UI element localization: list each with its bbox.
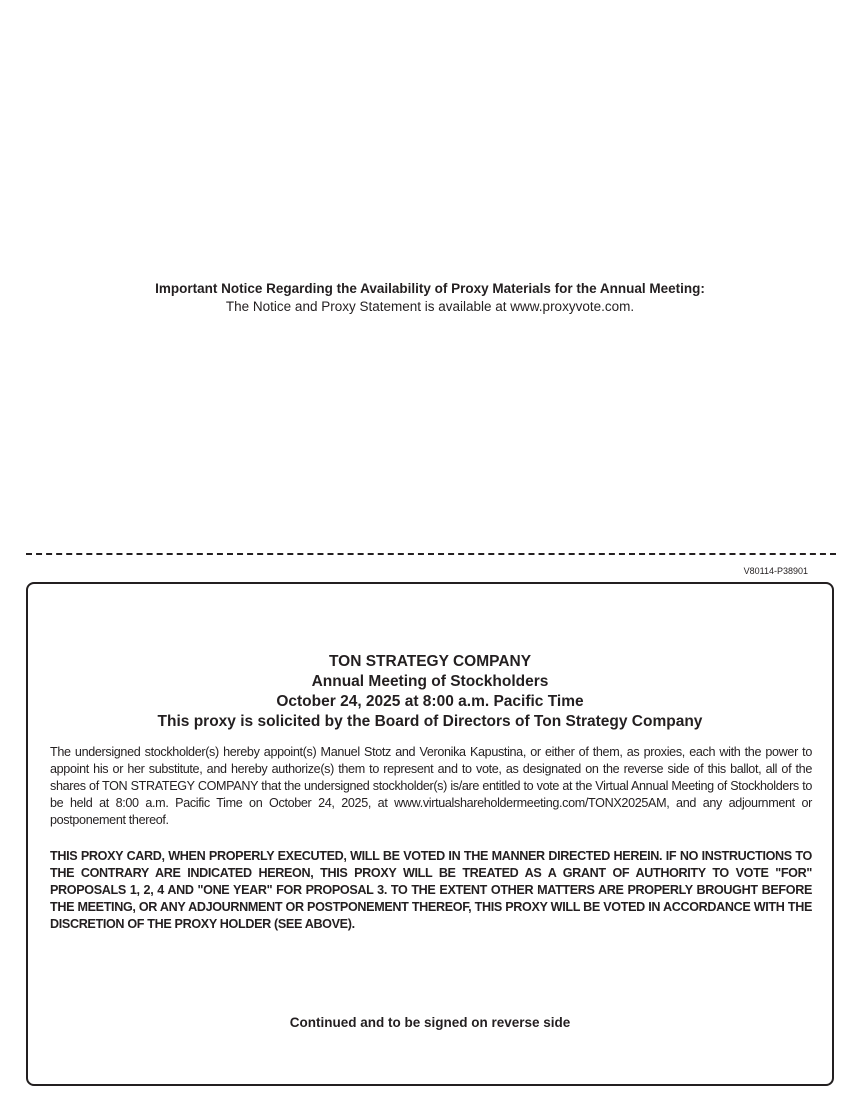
- proxy-card-header: [28, 652, 832, 732]
- company-name: TON STRATEGY COMPANY: [328, 653, 532, 670]
- solicitation-statement: This proxy is solicited by the Board of Directors of Ton Strategy Company: [157, 713, 703, 730]
- proxy-card: [26, 582, 834, 1086]
- proxy-appointment-text: The undersigned stockholder(s) hereby appoint(s) Manuel Stotz and Veronika Kapustina, or either of them, as proxies, each with the power to appoint his or her substitute, and hereby authorize(s) them to represent and to vote, as designated on the reverse side of this ballot, all of the shares of TON STRATEGY COMPANY that the undersigned stockholder(s) is/are entitled to vote at the Virtual Annual Meeting of Stockholders to be held at 8:00 a.m. Pacific Time on October 24, 2025, at www.virtualshareholdermeeting.com/TONX2025AM, and any adjournment or postponement thereof.: [50, 745, 812, 827]
- continued-note: Continued and to be signed on reverse side: [289, 1015, 571, 1030]
- job-code: V80114-P38901: [743, 566, 808, 576]
- availability-notice: [0, 280, 860, 316]
- detach-dashed-line: [26, 553, 836, 555]
- notice-text: The Notice and Proxy Statement is available at www.proxyvote.com.: [225, 299, 635, 314]
- notice-heading: Important Notice Regarding the Availability of Proxy Materials for the Annual Meeting:: [155, 281, 705, 296]
- meeting-datetime: October 24, 2025 at 8:00 a.m. Pacific Time: [276, 693, 584, 710]
- meeting-title: Annual Meeting of Stockholders: [311, 673, 549, 690]
- proxy-voting-instructions: THIS PROXY CARD, WHEN PROPERLY EXECUTED, WILL BE VOTED IN THE MANNER DIRECTED HEREIN. IF NO INSTRUCTIONS TO THE CONTRARY ARE INDICATED HEREON, THIS PROXY WILL BE TREATED AS A GRANT OF AUTHORITY TO VOTE "FOR" PROPOSALS 1, 2, 4 AND "ONE YEAR" FOR PROPOSAL 3. TO THE EXTENT OTHER MATTERS ARE PROPERLY BROUGHT BEFORE THE MEETING, OR ANY ADJOURNMENT OR POSTPONEMENT THEREOF, THIS PROXY WILL BE VOTED IN ACCORDANCE WITH THE DISCRETION OF THE PROXY HOLDER (SEE ABOVE).: [50, 849, 812, 931]
